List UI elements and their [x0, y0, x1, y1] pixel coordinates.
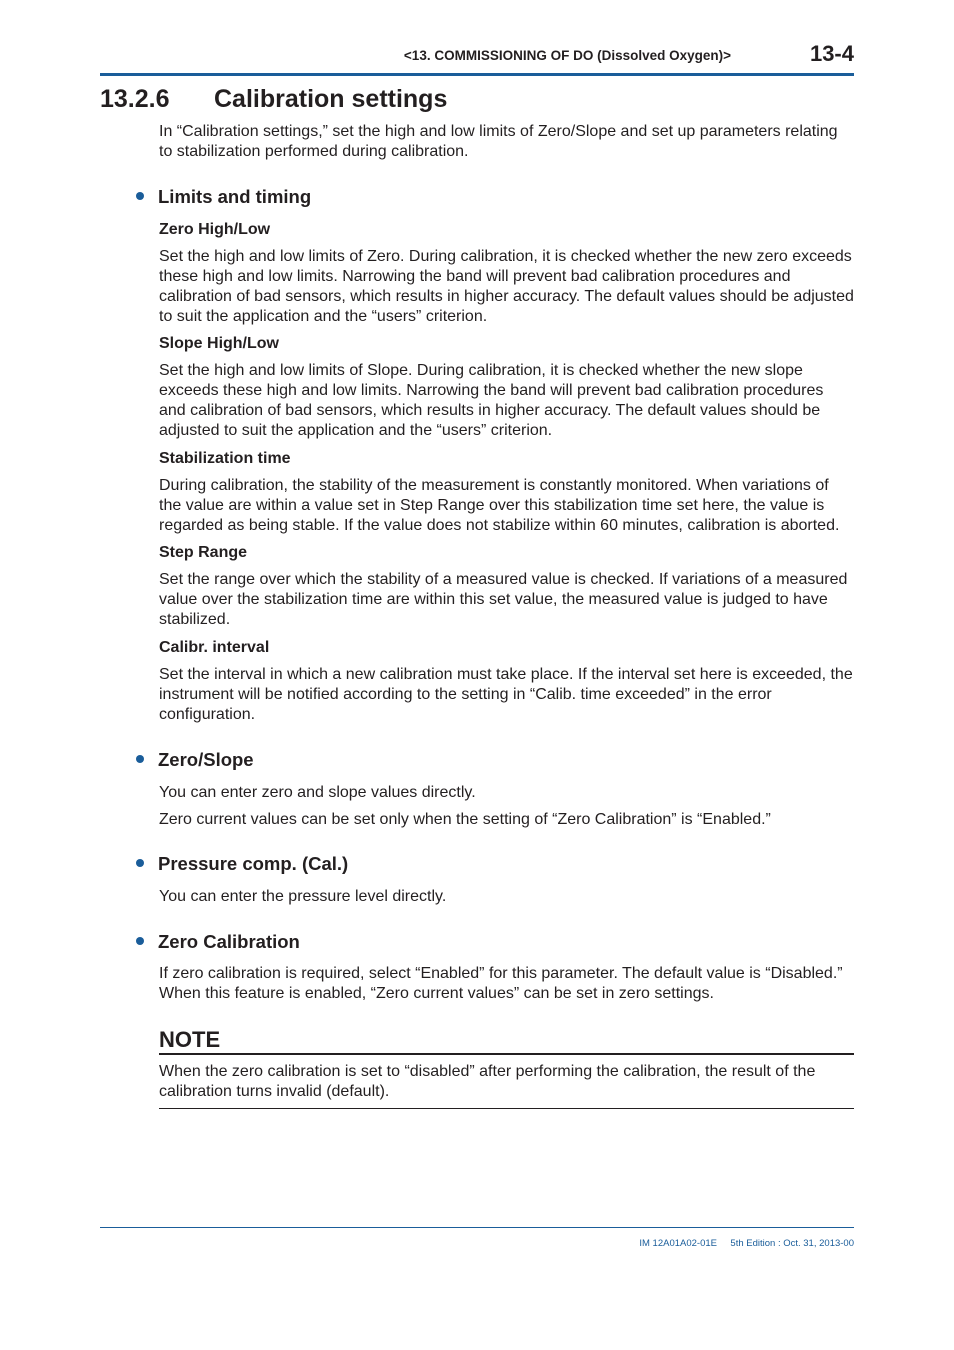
paragraph-zero-calibration: If zero calibration is required, select “Enabled” for this parameter. The default value is “Disabled.” When this feature is enabled, “Zero current values” can be set in zero settings. [159, 965, 843, 1002]
bullet-heading-pressure-comp [136, 853, 348, 875]
note-top-rule [159, 1053, 854, 1055]
section-number: 13.2.6 [100, 85, 170, 113]
subheading-calibr-interval: Calibr. interval [159, 639, 270, 656]
paragraph-calibr-interval: Set the interval in which a new calibration must take place. If the interval set here is exceeded, the instrument will be notified according to the setting in “Calib. time exceeded” in the error configuration. [159, 666, 853, 723]
paragraph-zero-high-low: Set the high and low limits of Zero. During calibration, it is checked whether the new zero exceeds these high and low limits. Narrowing the band will prevent bad calibration procedures and calibration of bad sensors, which results in higher accuracy. The default values should be adjusted to suit the application and the “users” criterion. [159, 248, 854, 325]
section-title: Calibration settings [214, 85, 448, 113]
footer-divider [100, 1227, 854, 1228]
paragraph-step-range: Set the range over which the stability of a measured value is checked. If variations of a measured value over the stabilization time are within this set value, the measured value is judged to have stabilized. [159, 571, 848, 628]
subheading-stabilization-time: Stabilization time [159, 450, 291, 467]
header-chapter-title: <13. COMMISSIONING OF DO (Dissolved Oxygen)> [403, 48, 731, 63]
bullet-dot-icon [136, 755, 144, 763]
footer-edition: 5th Edition : Oct. 31, 2013-00 [730, 1238, 854, 1249]
bullet-heading-label: Zero/Slope [158, 749, 254, 770]
bullet-dot-icon [136, 192, 144, 200]
bullet-heading-label: Pressure comp. (Cal.) [158, 853, 349, 874]
bullet-heading-zero-slope [136, 749, 254, 771]
paragraph-zero-slope-1: You can enter zero and slope values directly. [159, 784, 476, 801]
page-number: 13-4 [809, 41, 854, 66]
subheading-slope-high-low: Slope High/Low [159, 335, 279, 352]
note-title: NOTE [159, 1027, 221, 1052]
paragraph-stabilization-time: During calibration, the stability of the measurement is constantly monitored. When variations of the value are within a value set in Step Range over this stabilization time set here, the value is regarded as being stable. If the value does not stabilize within 60 minutes, calibration is aborted. [159, 477, 840, 534]
bullet-heading-label: Zero Calibration [158, 931, 300, 952]
bullet-heading-limits [136, 186, 311, 208]
subheading-zero-high-low: Zero High/Low [159, 221, 271, 238]
paragraph-slope-high-low: Set the high and low limits of Slope. During calibration, it is checked whether the new slope exceeds these high and low limits. Narrowing the band will prevent bad calibration procedures and calibration of bad sensors, which results in higher accuracy. The default values should be adjusted to suit the application and the “users” criterion. [159, 362, 824, 439]
paragraph-zero-slope-2: Zero current values can be set only when the setting of “Zero Calibration” is “Enabled.” [159, 811, 771, 828]
note-bottom-rule [159, 1108, 854, 1109]
section-intro: In “Calibration settings,” set the high and low limits of Zero/Slope and set up parameters relating to stabilization performed during calibration. [159, 123, 838, 160]
footer-document-id: IM 12A01A02-01E [639, 1238, 717, 1249]
bullet-dot-icon [136, 859, 144, 867]
bullet-dot-icon [136, 937, 144, 945]
subheading-step-range: Step Range [159, 544, 248, 561]
bullet-heading-zero-calibration [136, 931, 300, 953]
note-text: When the zero calibration is set to “disabled” after performing the calibration, the result of the calibration turns invalid (default). [159, 1063, 816, 1100]
paragraph-pressure-comp: You can enter the pressure level directly. [159, 888, 447, 905]
section-heading [100, 85, 447, 114]
header-divider [100, 73, 854, 76]
bullet-heading-label: Limits and timing [158, 186, 312, 207]
